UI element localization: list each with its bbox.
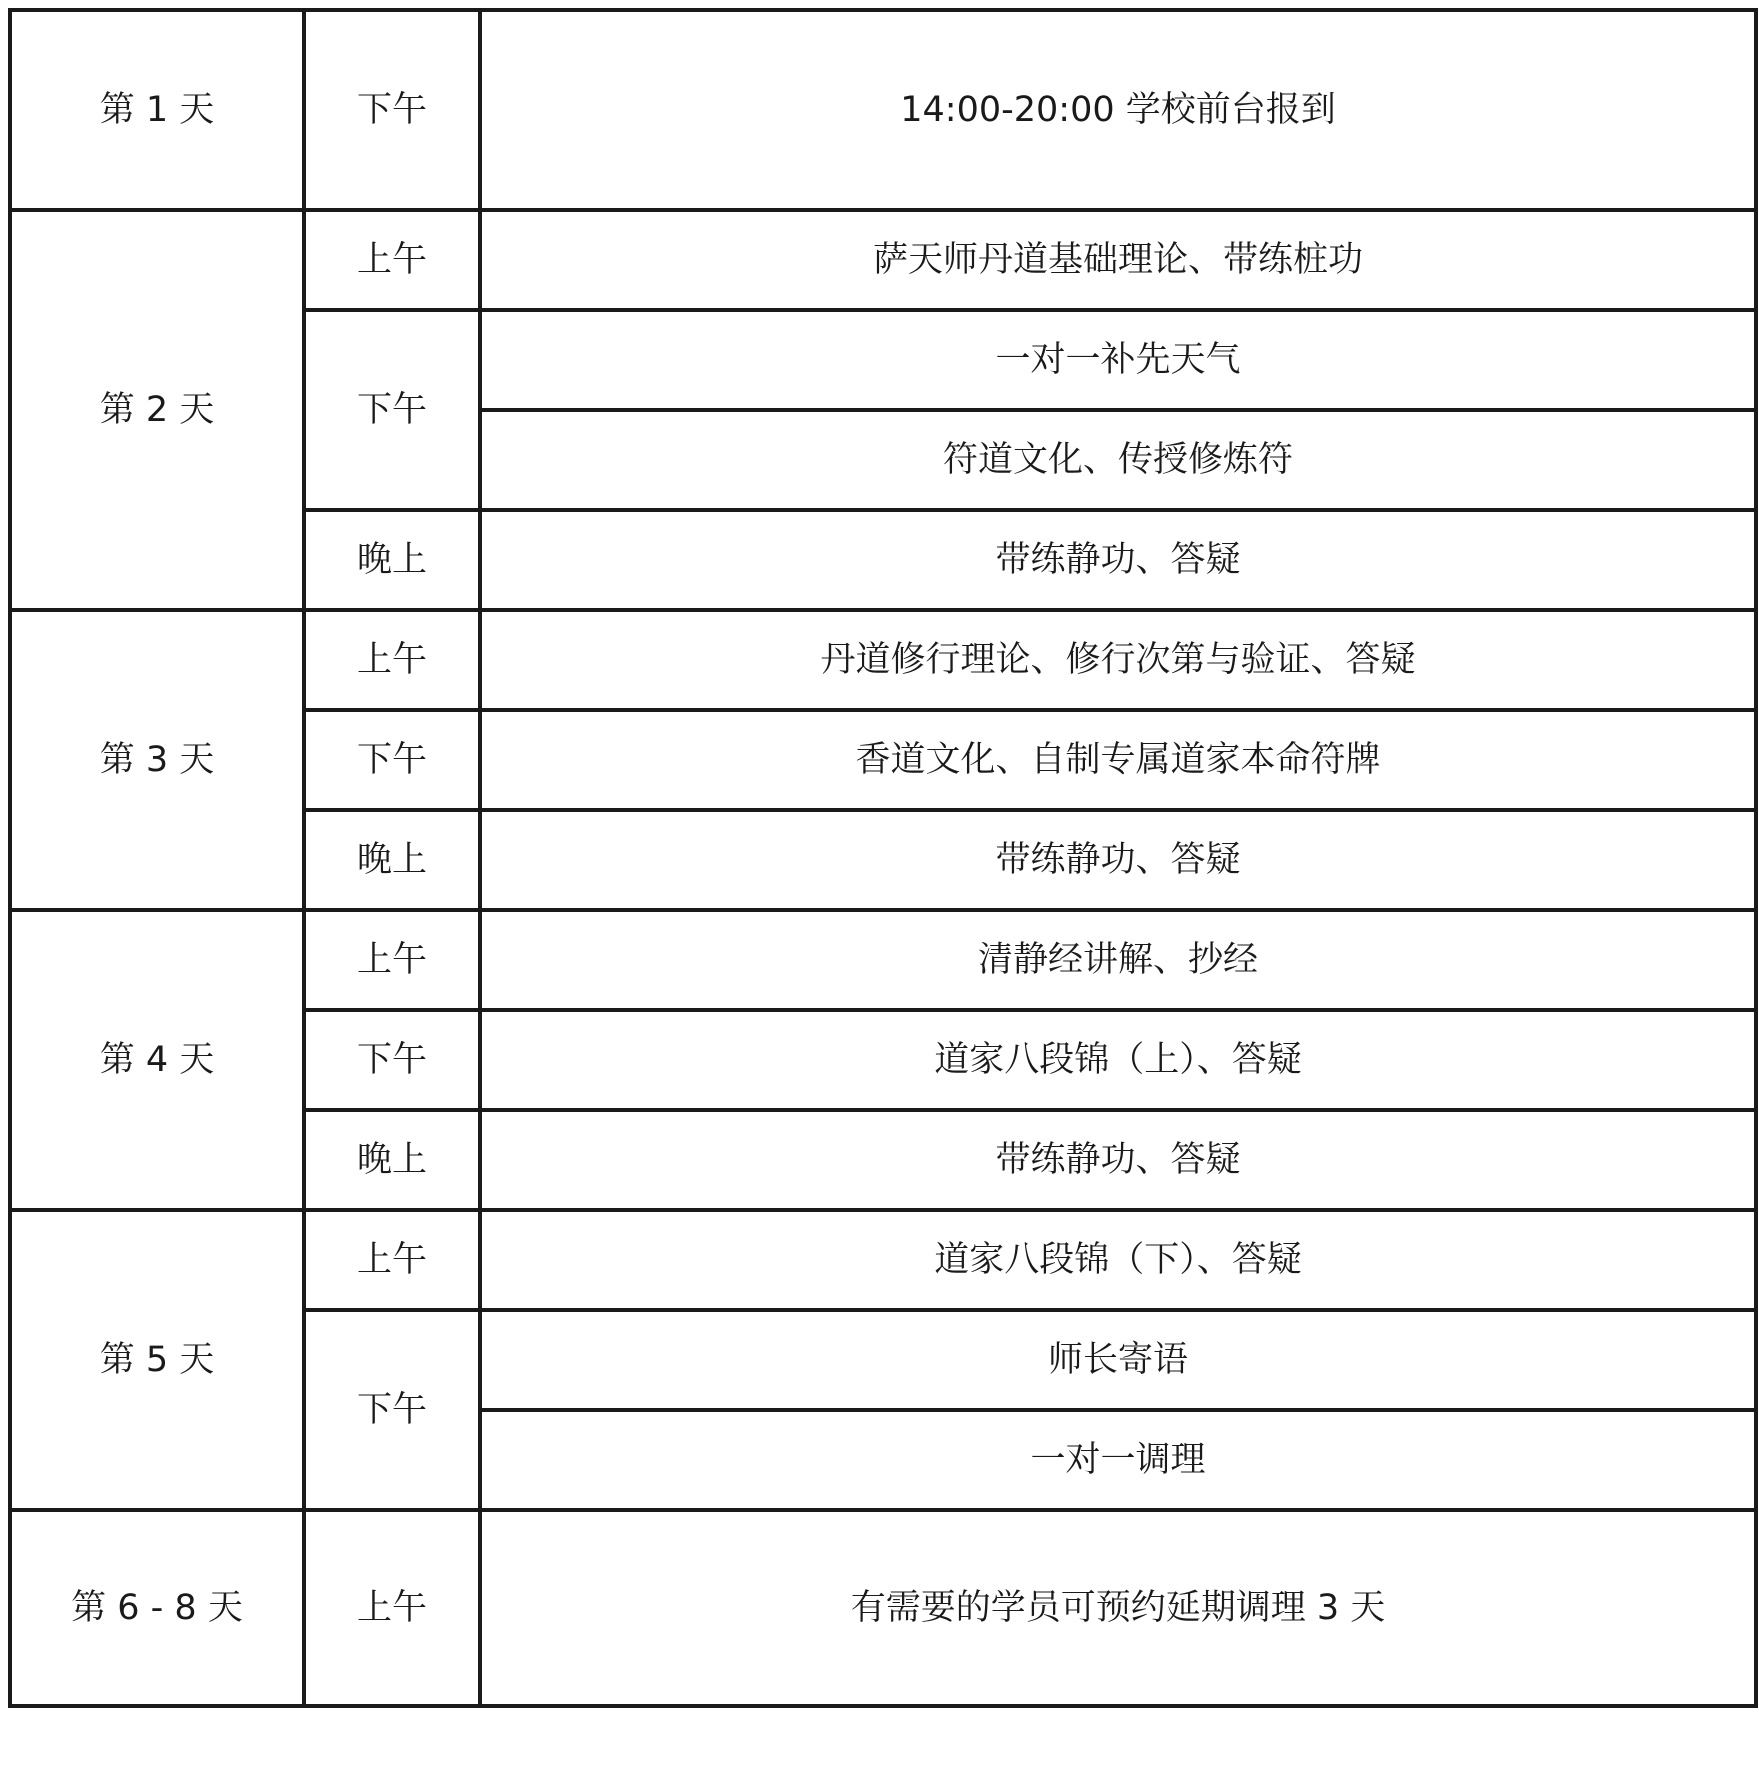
period-cell: 上午 [304, 210, 480, 310]
period-cell: 晚上 [304, 1110, 480, 1210]
table-row [10, 910, 1756, 1010]
activity-cell: 符道文化、传授修炼符 [480, 410, 1756, 510]
schedule-table [8, 8, 1758, 1708]
activity-cell: 一对一补先天气 [480, 310, 1756, 410]
table-row [10, 1210, 1756, 1310]
activity-cell: 带练静功、答疑 [480, 510, 1756, 610]
activity-cell: 道家八段锦（下）、答疑 [480, 1210, 1756, 1310]
activity-cell: 清静经讲解、抄经 [480, 910, 1756, 1010]
activity-cell: 14:00-20:00 学校前台报到 [480, 10, 1756, 210]
table-row [10, 610, 1756, 710]
period-cell: 上午 [304, 1210, 480, 1310]
period-cell: 上午 [304, 610, 480, 710]
period-cell: 下午 [304, 310, 480, 510]
activity-cell: 萨天师丹道基础理论、带练桩功 [480, 210, 1756, 310]
period-cell: 晚上 [304, 810, 480, 910]
period-cell: 下午 [304, 710, 480, 810]
day-cell: 第 6 - 8 天 [10, 1510, 304, 1706]
day-cell: 第 1 天 [10, 10, 304, 210]
period-cell: 下午 [304, 1010, 480, 1110]
activity-cell: 一对一调理 [480, 1410, 1756, 1510]
day-cell: 第 2 天 [10, 210, 304, 610]
day-cell: 第 5 天 [10, 1210, 304, 1510]
period-cell: 上午 [304, 910, 480, 1010]
activity-cell: 师长寄语 [480, 1310, 1756, 1410]
period-cell: 晚上 [304, 510, 480, 610]
day-cell: 第 3 天 [10, 610, 304, 910]
table-row [10, 210, 1756, 310]
day-cell: 第 4 天 [10, 910, 304, 1210]
activity-cell: 带练静功、答疑 [480, 810, 1756, 910]
activity-cell: 有需要的学员可预约延期调理 3 天 [480, 1510, 1756, 1706]
period-cell: 上午 [304, 1510, 480, 1706]
table-row [10, 10, 1756, 210]
activity-cell: 丹道修行理论、修行次第与验证、答疑 [480, 610, 1756, 710]
activity-cell: 道家八段锦（上）、答疑 [480, 1010, 1756, 1110]
period-cell: 下午 [304, 10, 480, 210]
period-cell: 下午 [304, 1310, 480, 1510]
activity-cell: 带练静功、答疑 [480, 1110, 1756, 1210]
activity-cell: 香道文化、自制专属道家本命符牌 [480, 710, 1756, 810]
table-row [10, 1510, 1756, 1706]
